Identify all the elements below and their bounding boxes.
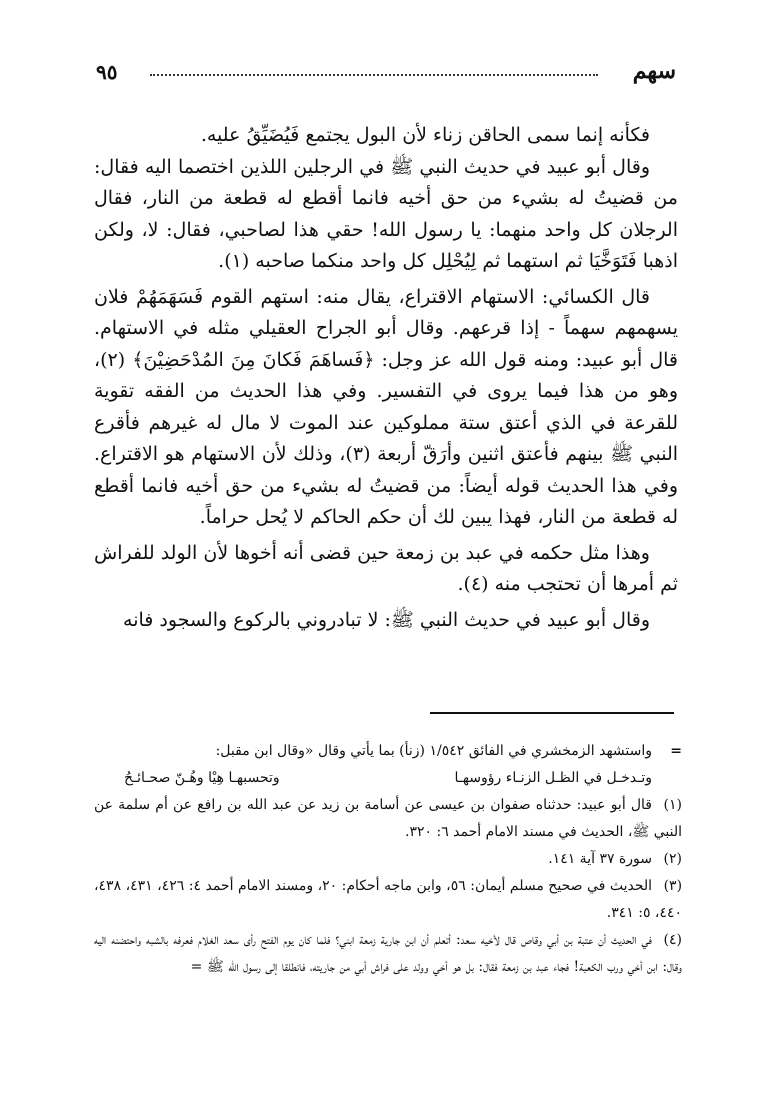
footnote-item <box>94 792 682 846</box>
footnote-item <box>94 873 682 927</box>
running-header <box>96 56 676 96</box>
body-paragraph: وقال أبو عبيد في حديث النبي ﷺ: لا تبادروني بالركوع والسجود فانه <box>123 608 650 631</box>
poem-hemistich-first: وتـدخـل في الظـل الزنـاء رؤوسهـا <box>454 770 652 786</box>
page-number: ٩٥ <box>96 60 118 84</box>
poem-hemistich-second: وتحسبهـا هِيْا وهُـنّ صحـائـحُ <box>124 770 280 786</box>
continuation-mark: = <box>670 743 682 759</box>
body-paragraph: قال الكسائي: الاستهام الاقتراع، يقال منه: استهم القوم فَسَهَمَهُمْ فلان يسهمهم سهماً - إذا قرعهم. وقال أبو الجراح العقيلي مثله في الاستهام. قال أبو عبيد: ومنه قول الله عز وجل: ﴿فَساهَمَ فَكانَ مِنَ المُدْحَضِيْنَ﴾ (٢)، وهو من هذا فيما يروى في التفسير. وفي هذا الحديث من الفقه تقوية للقرعة في الذي أعتق ستة مملوكين عند الموت لا مال له غيرهم فأقرع النبي ﷺ بينهم فأعتق اثنين وأرَقّ أربعة (٣)، وذلك لأن الاستهام هو الاقتراع. وفي هذا الحديث قوله أيضاً: من قضيتُ له بشيء من حق أخيه فانما أقطع له قطعة من النار، فهذا يبين لك أن حكم الحاكم لا يُحل حراماً. <box>94 285 679 528</box>
footnote-item <box>94 927 682 981</box>
header-dotted-rule <box>150 74 598 76</box>
body-paragraph: وقال أبو عبيد في حديث النبي ﷺ في الرجلين اللذين اختصما اليه فقال: من قضيتُ له بشيء من حق أخيه فانما أقطع له قطعة من النار، فقال الرجلان كل واحد منهما: يا رسول الله! حقي هذا لصاحبي، فقال: لا، ولكن اذهبا فَتَوَخَّيَا ثم استهما ثم لِيُحْلِل كل واحد منكما صاحبه (١). <box>94 155 678 272</box>
footnote-number: (١) <box>663 797 682 813</box>
footnote-number: (٢) <box>663 851 682 867</box>
footnotes <box>94 738 682 981</box>
footnote-item <box>94 846 682 873</box>
footnote-number: (٣) <box>663 878 683 894</box>
footnote-separator <box>430 712 674 714</box>
main-text <box>94 120 678 636</box>
footnote-text: الحديث في صحيح مسلم أيمان: ٥٦، وابن ماجه أحكام: ٢٠، ومسند الامام أحمد ٤: ٤٢٦، ٤٣١، ٤٣٨، ٤٤٠، ٥: ٣٤١. <box>94 878 682 921</box>
poem-verse <box>94 765 682 792</box>
footnote-text: قال أبو عبيد: حدثناه صفوان بن عيسى عن أسامة بن زيد عن عبد الله بن رافع عن أم سلمة عن النبي ﷺ، الحديث في مسند الامام أحمد ٦: ٣٢٠. <box>94 797 682 840</box>
footnote-number: (٤) <box>663 932 682 948</box>
footnote-continued-text: واستشهد الزمخشري في الفائق ١/٥٤٢ (زنأ) بما يأتي وقال «وقال ابن مقبل: <box>215 743 652 759</box>
body-paragraph: وهذا مثل حكمه في عبد بن زمعة حين قضى أنه أخوها لأن الولد للفراش ثم أمرها أن تحتجب منه (٤). <box>94 541 678 595</box>
body-paragraph: فكأنه إنما سمى الحاقن زناء لأن البول يجتمع فَيُضَيِّقُ عليه. <box>200 124 650 146</box>
footnote-text: سورة ٣٧ آية ١٤١. <box>548 851 652 867</box>
header-word: سهم <box>632 58 676 84</box>
footnote-continued <box>94 738 682 765</box>
footnote-text: في الحديث أن عتبة بن أبي وقاص قال لأخيه سعد: أتعلم أن ابن جارية زمعة ابني؟ فلما كان يوم الفتح رأى سعد الغلام فعرفه بالشبه واحتضنه اليه وقال: ابن أخي ورب الكعبة! فجاء عبد بن زمعة فقال: بل هو أخي وولد على فراش أبي من جاريته، فانطلقا إلى رسول الله ﷺ = <box>94 932 682 975</box>
